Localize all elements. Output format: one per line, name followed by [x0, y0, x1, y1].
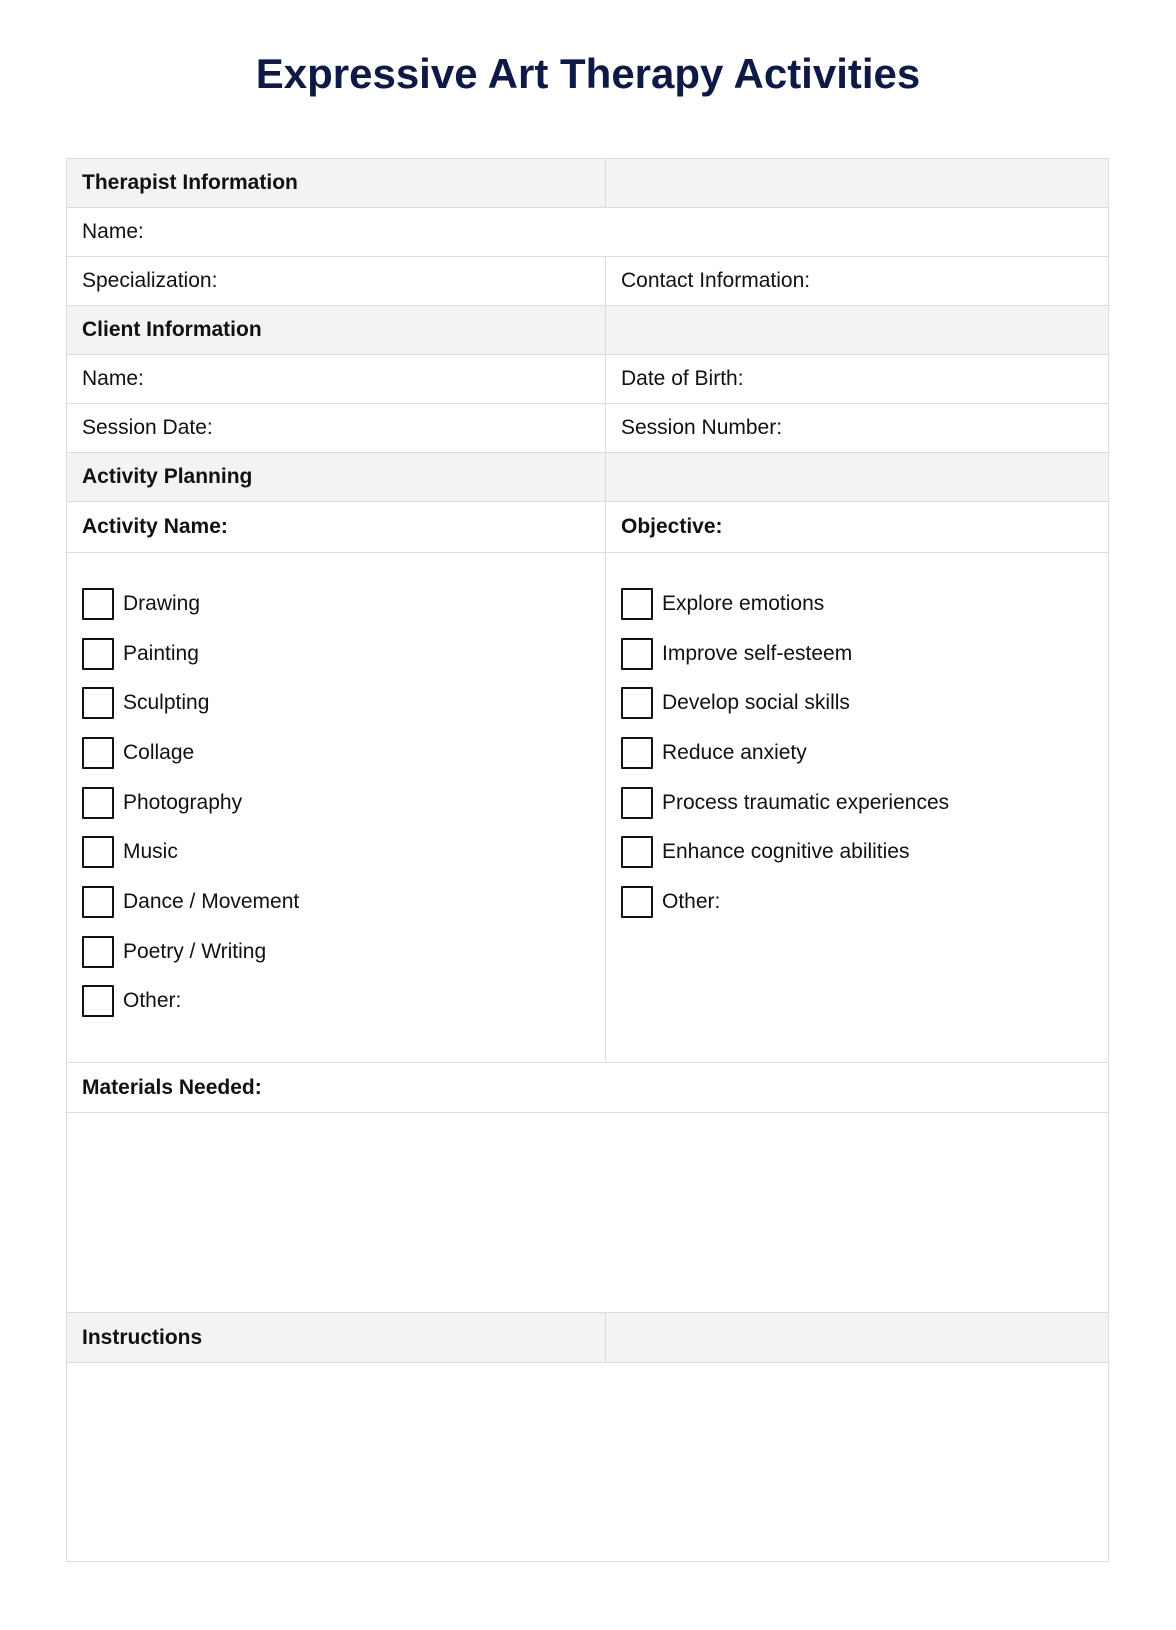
checkbox[interactable] — [82, 687, 114, 719]
checkbox[interactable] — [82, 836, 114, 868]
checklist-item[interactable] — [82, 877, 299, 927]
checklist-item[interactable] — [82, 977, 181, 1027]
checkbox-label: Collage — [123, 740, 195, 764]
objective-label: Objective: — [621, 515, 723, 538]
client-header-row — [67, 306, 1108, 355]
checkbox[interactable] — [621, 588, 653, 620]
checkbox[interactable] — [621, 886, 653, 918]
activity-name-label: Activity Name: — [67, 502, 606, 552]
checkbox-label: Process traumatic experiences — [662, 790, 950, 814]
checklist-item[interactable] — [621, 678, 850, 728]
therapist-name-field[interactable]: Name: — [82, 220, 144, 243]
checkbox-label: Photography — [123, 790, 243, 814]
checkbox-label: Improve self-esteem — [662, 641, 853, 665]
instructions-input-area[interactable] — [67, 1363, 1108, 1561]
checklist-item[interactable] — [621, 827, 910, 877]
section-heading: Therapist Information — [67, 159, 606, 207]
materials-label: Materials Needed: — [82, 1075, 262, 1099]
checkbox-label: Explore emotions — [662, 591, 825, 615]
checkbox[interactable] — [621, 638, 653, 670]
checkbox-label: Reduce anxiety — [662, 740, 807, 764]
checkbox[interactable] — [82, 588, 114, 620]
checkbox-label: Poetry / Writing — [123, 939, 267, 963]
section-heading: Activity Planning — [67, 453, 606, 501]
checklist-item[interactable] — [82, 728, 194, 778]
checklist-item[interactable] — [82, 579, 200, 629]
checkbox[interactable] — [621, 687, 653, 719]
checkbox-label: Music — [123, 840, 178, 864]
client-name-field[interactable]: Name: — [67, 355, 606, 403]
checklist-item[interactable] — [82, 778, 242, 828]
checklist-item[interactable] — [621, 579, 824, 629]
specialization-field[interactable]: Specialization: — [67, 257, 606, 305]
section-heading: Client Information — [67, 306, 606, 354]
checklist-item[interactable] — [82, 678, 209, 728]
checkbox-label: Sculpting — [123, 691, 210, 715]
materials-input-area[interactable] — [67, 1113, 1108, 1312]
checkbox-label: Develop social skills — [662, 691, 850, 715]
contact-field[interactable]: Contact Information: — [621, 269, 811, 292]
form-table — [66, 158, 1109, 1562]
checkbox-label: Enhance cognitive abilities — [662, 840, 910, 864]
checkbox-label: Dance / Movement — [123, 889, 300, 913]
checklist-item[interactable] — [621, 728, 807, 778]
checklist-item[interactable] — [621, 629, 852, 679]
dob-field[interactable]: Date of Birth: — [621, 367, 744, 390]
objective-checklist — [606, 553, 1108, 1062]
session-date-field[interactable]: Session Date: — [67, 404, 606, 452]
checkbox[interactable] — [82, 936, 114, 968]
checkbox[interactable] — [621, 836, 653, 868]
checkbox[interactable] — [82, 638, 114, 670]
page-title: Expressive Art Therapy Activities — [255, 50, 921, 97]
session-number-field[interactable]: Session Number: — [621, 416, 783, 439]
checkbox-label: Drawing — [123, 591, 201, 615]
checkbox[interactable] — [82, 886, 114, 918]
activity-checklist — [67, 553, 606, 1062]
checklist-item[interactable] — [82, 927, 266, 977]
checkbox-label: Painting — [123, 641, 199, 665]
checklist-item[interactable] — [82, 629, 199, 679]
checkbox[interactable] — [82, 985, 114, 1017]
checkbox[interactable] — [82, 737, 114, 769]
activity-header-row — [67, 453, 1108, 502]
checkbox-label: Other: — [662, 889, 721, 913]
instructions-heading: Instructions — [67, 1313, 606, 1362]
therapist-header-row — [67, 159, 1108, 208]
checklist-item[interactable] — [82, 827, 178, 877]
checkbox[interactable] — [621, 787, 653, 819]
checkbox-label: Other: — [123, 989, 182, 1013]
checklist-item[interactable] — [621, 778, 949, 828]
checklist-item[interactable] — [621, 877, 720, 927]
checkbox[interactable] — [82, 787, 114, 819]
checkbox[interactable] — [621, 737, 653, 769]
